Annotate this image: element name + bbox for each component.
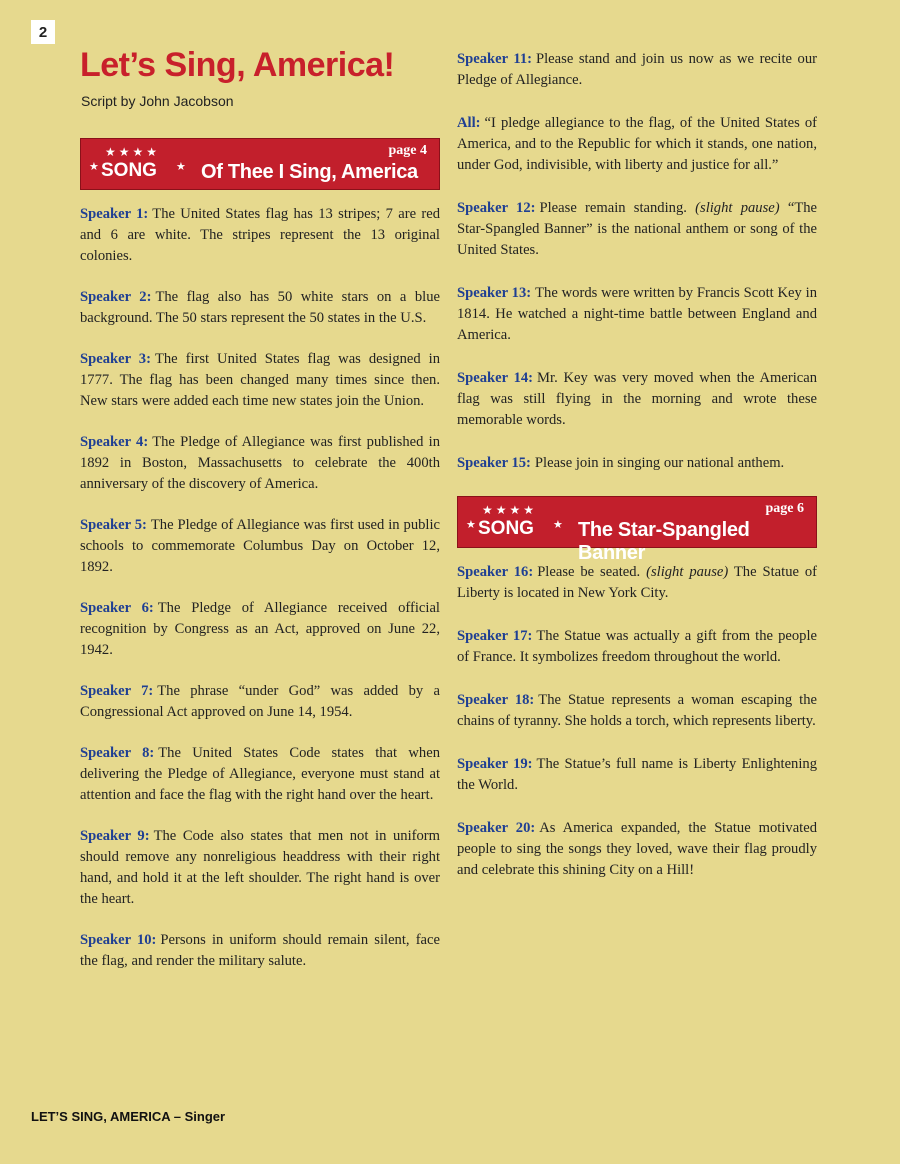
speaker-line	[457, 49, 817, 91]
speaker-text: The Statue represents a woman escaping the chains of tyranny. She holds a torch, which represents liberty.	[457, 692, 817, 729]
speaker-name: Speaker 8:	[80, 745, 155, 761]
stars-decoration	[482, 503, 537, 518]
speaker-text: The phrase “under God” was added by a Congressional Act approved on June 14, 1954.	[80, 683, 440, 720]
speaker-text: The first United States flag was designed in 1777. The flag has been changed many times since then. New stars were added each time new states join the Union.	[80, 351, 440, 409]
speaker-text: The Statue was actually a gift from the people of France. It symbolizes freedom throughout the world.	[457, 628, 817, 665]
speaker-line	[80, 681, 440, 723]
speaker-line	[80, 598, 440, 661]
star-icon: ★	[466, 519, 476, 531]
song-banner-1	[80, 138, 440, 190]
speaker-text: The United States flag has 13 stripes; 7 are red and 6 are white. The stripes represent the 13 original colonies.	[80, 206, 441, 264]
star-icon: ★	[176, 161, 186, 173]
song-label: SONG	[101, 160, 157, 181]
speaker-text: Please join in singing our national anthem.	[534, 455, 785, 471]
speaker-text: The Code also states that men not in uniform should remove any nonreligious headdress with their right hand, and hold it at the left shoulder. The right hand is over the heart.	[80, 828, 440, 907]
star-icon: ★	[482, 503, 496, 517]
speaker-name: Speaker 3:	[80, 351, 151, 367]
speaker-line	[457, 283, 817, 346]
song-page-ref: page 4	[388, 143, 427, 158]
speaker-line	[457, 113, 817, 176]
speaker-line	[80, 432, 440, 495]
song-title: The Star-Spangled Banner	[578, 519, 750, 564]
star-icon: ★	[105, 145, 119, 159]
speaker-text: The United States Code states that when delivering the Pledge of Allegiance, everyone must stand at attention and face the flag with the right hand over the heart.	[80, 745, 440, 803]
speaker-text: The Statue’s full name is Liberty Enlightening the World.	[457, 756, 817, 793]
speaker-text: The words were written by Francis Scott Key in 1814. He watched a night-time battle between England and America.	[457, 285, 817, 343]
star-icon: ★	[553, 519, 563, 531]
left-column	[80, 138, 440, 972]
speaker-line	[80, 930, 440, 972]
speaker-text: The Pledge of Allegiance was first published in 1892 in Boston, Massachusetts to celebrate the 400th anniversary of the discovery of America.	[80, 434, 441, 492]
speaker-name: Speaker 4:	[80, 434, 149, 450]
speaker-line	[457, 818, 817, 881]
speaker-text: The Pledge of Allegiance received official recognition by Congress as an Act, approved on June 22, 1942.	[80, 600, 440, 658]
speaker-name: Speaker 15:	[457, 455, 531, 471]
speaker-name: Speaker 2:	[80, 289, 152, 305]
speaker-name: Speaker 11:	[457, 51, 533, 67]
speaker-line	[457, 368, 817, 431]
speaker-line	[457, 453, 817, 474]
speaker-name: Speaker 16:	[457, 564, 534, 580]
speaker-line	[80, 287, 440, 329]
speaker-line	[80, 515, 440, 578]
song-label: SONG	[478, 518, 534, 539]
star-icon: ★	[89, 161, 99, 173]
star-icon: ★	[132, 145, 147, 159]
speaker-text: The Statue of Liberty is located in New York City.	[457, 564, 818, 601]
right-column	[457, 49, 817, 881]
speaker-name: Speaker 19:	[457, 756, 533, 772]
stars-decoration	[105, 145, 160, 160]
speaker-name: Speaker 6:	[80, 600, 154, 616]
speaker-text: The Pledge of Allegiance was first used in public schools to commemorate Columbus Day on October 12, 1892.	[80, 517, 440, 575]
speaker-name: Speaker 10:	[80, 932, 157, 948]
speaker-name: Speaker 20:	[457, 820, 536, 836]
page-title: Let’s Sing, America!	[80, 46, 395, 84]
speaker-name: Speaker 7:	[80, 683, 154, 699]
star-icon: ★	[118, 145, 133, 159]
speaker-name: Speaker 5:	[80, 517, 147, 533]
speaker-text: Please stand and join us now as we recite our Pledge of Allegiance.	[457, 51, 817, 88]
star-icon: ★	[509, 503, 524, 517]
speaker-text: As America expanded, the Statue motivated people to sing the songs they loved, wave their flag proudly and celebrate this shining City on a Hill!	[457, 820, 818, 878]
speaker-text: Mr. Key was very moved when the American flag was still flying in the morning and wrote these memorable words.	[457, 370, 817, 428]
speaker-line	[80, 743, 440, 806]
speaker-text: The flag also has 50 white stars on a blue background. The 50 stars represent the 50 states in the U.S.	[80, 289, 441, 326]
song-page-ref: page 6	[765, 501, 804, 516]
speaker-line	[80, 349, 440, 412]
speaker-name: All:	[457, 115, 481, 131]
speaker-line	[457, 198, 817, 261]
speaker-name: Speaker 12:	[457, 200, 536, 216]
speaker-name: Speaker 14:	[457, 370, 534, 386]
speaker-text: “I pledge allegiance to the flag, of the United States of America, and to the Republic for which it stands, one nation, under God, indivisible, with liberty and justice for all.”	[457, 115, 817, 173]
speaker-name: Speaker 1:	[80, 206, 149, 222]
speaker-name: Speaker 18:	[457, 692, 535, 708]
speaker-name: Speaker 13:	[457, 285, 532, 301]
star-icon: ★	[523, 503, 538, 517]
page-footer: LET’S SING, AMERICA – Singer	[31, 1109, 226, 1124]
star-icon: ★	[495, 503, 510, 517]
stage-direction: (slight pause)	[646, 564, 729, 580]
speaker-text: “The Star-Spangled Banner” is the national anthem or song of the United States.	[457, 200, 818, 258]
speaker-line	[457, 754, 817, 796]
speaker-text: Please remain standing.	[539, 200, 687, 216]
speaker-line	[80, 204, 440, 267]
speaker-text: Persons in uniform should remain silent, face the flag, and render the military salute.	[80, 932, 440, 969]
speaker-text: Please be seated.	[537, 564, 641, 580]
speaker-line	[457, 562, 817, 604]
speaker-line	[457, 690, 817, 732]
star-icon: ★	[146, 145, 161, 159]
stage-direction: (slight pause)	[695, 200, 780, 216]
speaker-name: Speaker 17:	[457, 628, 533, 644]
speaker-line	[80, 826, 440, 910]
page-number: 2	[31, 20, 55, 44]
speaker-name: Speaker 9:	[80, 828, 150, 844]
song-title: Of Thee I Sing, America	[201, 161, 418, 183]
script-byline: Script by John Jacobson	[81, 93, 234, 109]
speaker-line	[457, 626, 817, 668]
song-banner-2	[457, 496, 817, 564]
